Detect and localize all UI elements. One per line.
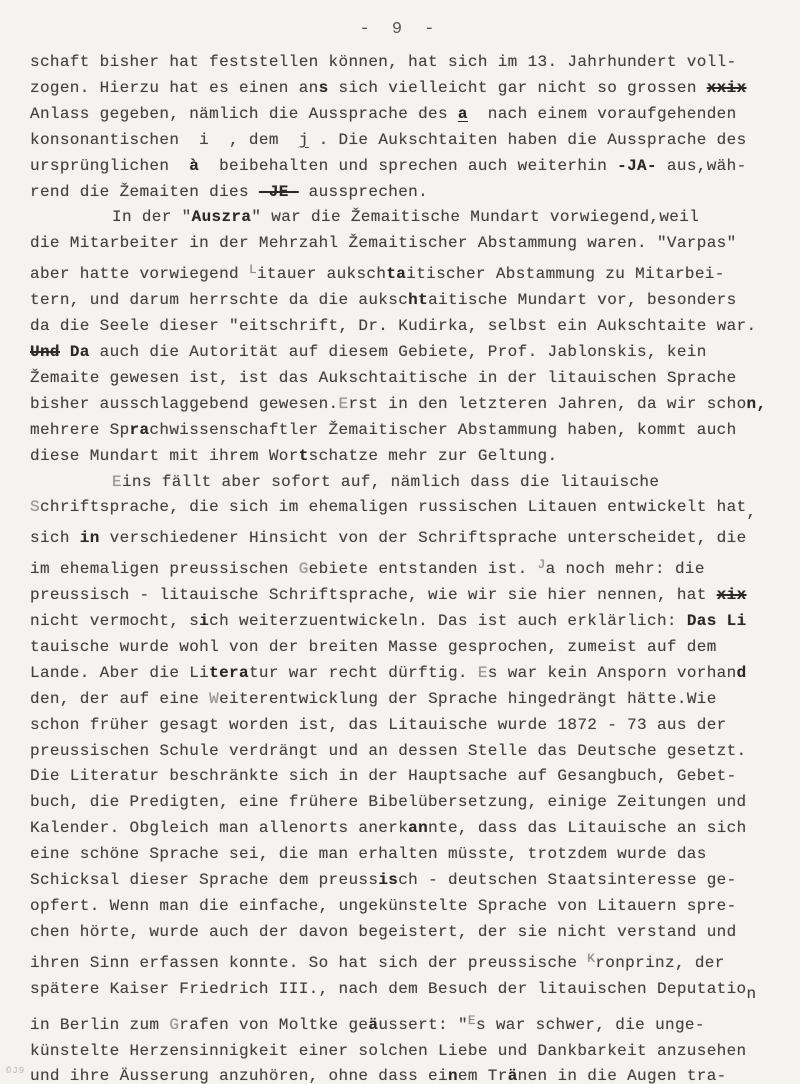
overtyped-text: ä [368, 1015, 379, 1034]
text-line: konsonantischen i , dem j . Die Aukschtaiten haben die Aussprache des [30, 130, 747, 149]
text-line: künstelte Herzensinnigkeit einer solchen Liebe und Dankbarkeit anzusehen [30, 1041, 747, 1060]
text-line: schaft bisher hat feststellen können, hat sich im 13. Jahrhundert voll- [30, 53, 737, 71]
overtyped-text: xix [716, 586, 747, 605]
text-line: Žemaite gewesen ist, ist das Aukschtaitische in der litauischen Sprache [30, 368, 737, 387]
text-line: schon früher gesagt worden ist, das Litauische wurde 1872 - 73 aus der [30, 715, 727, 734]
text-line: spätere Kaiser Friedrich III., nach dem Besuch der litauischen Deputation [30, 979, 757, 1003]
page-body [0, 46, 800, 1084]
text-line: den, der auf eine Weiterentwicklung der Sprache hingedrängt hätte.Wie [30, 689, 717, 708]
overtyped-text: is [378, 871, 399, 890]
text-line: Schriftsprache, die sich im ehemaligen russischen Litauen entwickelt hat, [30, 498, 757, 522]
overtyped-text: E [112, 472, 122, 491]
overtyped-text: i [199, 612, 210, 631]
overtyped-text: ht [408, 291, 429, 310]
text-line: im ehemaligen preussischen Gebiete entstanden ist. $^J$a noch mehr: die [30, 557, 705, 579]
overtyped-text: n [447, 1067, 458, 1084]
text-line: Lande. Aber die Literatur war recht dürftig. Es war kein Ansporn vorhand [30, 663, 747, 682]
overtyped-text: ta [386, 265, 407, 284]
overtyped-text: s [318, 78, 329, 97]
text-line: und ihre Äusserung anzuhören, ohne dass einem Tränen in die Augen tra- [30, 1067, 727, 1084]
page-number: - 9 - [359, 20, 441, 39]
overtyped-text: in [79, 529, 100, 548]
stamp-mark: ©J9 [6, 1066, 26, 1076]
text-line: In der "Auszra" war die Žemaitische Mundart vorwiegend,weil [112, 208, 700, 227]
text-line: sich in verschiedener Hinsicht von der Schriftsprache unterscheidet, die [30, 529, 747, 548]
overtyped-text: Auszra [191, 208, 252, 227]
overtyped-text: , [746, 503, 757, 522]
text-line: die Mitarbeiter in der Mehrzahl Žemaitischer Abstammung waren. "Varpas" [30, 234, 737, 253]
overtyped-text: tera [209, 663, 249, 682]
overtyped-text: G [298, 560, 309, 579]
text-line: tauische wurde wohl von der breiten Masse gesprochen, zumeist auf dem [30, 637, 717, 656]
text-line: eine schöne Sprache sei, die man erhalten müsste, trotzdem wurde das [30, 845, 707, 864]
text-line: aber hatte vorwiegend $^L$itauer aukschtaitischer Abstammung zu Mitarbei- [30, 262, 725, 284]
overtyped-text: d [736, 663, 747, 682]
overtyped-text: S [30, 498, 40, 517]
overtyped-text: n [746, 984, 757, 1003]
text-line: preussisch - litauische Schriftsprache, wie wir sie hier nennen, hat xix [30, 586, 747, 605]
overtyped-text: E [467, 1012, 476, 1028]
text-line: bisher ausschlaggebend gewesen.Erst in den letzteren Jahren, da wir schon, [30, 394, 767, 413]
overtyped-text: t [298, 446, 309, 465]
overtyped-text: -JA- [617, 156, 657, 175]
text-line: Anlass gegeben, nämlich die Aussprache des a nach einem voraufgehenden [30, 104, 737, 123]
text-line: Eins fällt aber sofort auf, nämlich dass die litauische [112, 472, 660, 491]
text-line: nicht vermocht, sich weiterzuentwickeln. Das ist auch erklärlich: Das Li [30, 612, 747, 631]
overtyped-text: Das Li [686, 612, 747, 631]
text-line: in Berlin zum Grafen von Moltke geäussert: "$^E$s war schwer, die unge- [30, 1012, 705, 1034]
text-line: Kalender. Obgleich man allenorts anerkannte, dass das Litauische an sich [30, 819, 747, 838]
overtyped-text: L [248, 262, 257, 278]
text-line: rend die Žemaiten dies -JE- aussprechen. [30, 182, 429, 201]
overtyped-text: n, [746, 394, 767, 413]
overtyped-text: G [169, 1015, 180, 1034]
text-line: mehrere Sprachwissenschaftler Žemaitischer Abstammung haben, kommt auch [30, 420, 737, 439]
overtyped-text: -JE- [258, 182, 299, 201]
text-line: preussischen Schule verdrängt und an dessen Stelle das Deutsche gesetzt. [30, 741, 747, 760]
overtyped-text: ä [507, 1067, 518, 1084]
text-line: chen hörte, wurde auch der davon begeistert, der sie nicht verstand und [30, 922, 737, 941]
text-line: ihren Sinn erfassen konnte. So hat sich der preussische $^K$ronprinz, der [30, 950, 725, 972]
overtyped-text: J [537, 557, 546, 573]
overtyped-text: ra [129, 420, 150, 439]
overtyped-text: E [338, 394, 349, 413]
overtyped-text: a [457, 104, 468, 123]
text-line: tern, und darum herrschte da die aukschtaitische Mundart vor, besonders [30, 291, 737, 310]
text-line: diese Mundart mit ihrem Wortschatze mehr zur Geltung. [30, 446, 558, 465]
text-line: da die Seele dieser "eitschrift, Dr. Kudirka, selbst ein Aukschtaite war. [30, 317, 757, 336]
overtyped-text: xxix [706, 78, 747, 97]
overtyped-text: à [189, 156, 200, 175]
text-line: Die Literatur beschränkte sich in der Hauptsache auf Gesangbuch, Gebet- [30, 767, 737, 786]
overtyped-text: Da [69, 342, 90, 361]
text-line: Und Da auch die Autorität auf diesem Gebiete, Prof. Jablonskis, kein [30, 342, 707, 361]
text-line: buch, die Predigten, eine frühere Bibelübersetzung, einige Zeitungen und [30, 793, 747, 812]
text-line: opfert. Wenn man die einfache, ungekünstelte Sprache von Litauern spre- [30, 897, 737, 915]
overtyped-text: E [477, 663, 488, 682]
overtyped-text: an [408, 819, 429, 838]
overtyped-text: W [209, 689, 220, 708]
overtyped-text: K [587, 950, 596, 966]
text-line: zogen. Hierzu hat es einen ans sich vielleicht gar nicht so grossen xxix [30, 78, 747, 97]
text-line: ursprünglichen à beibehalten und sprechen auch weiterhin -JA- aus,wäh- [30, 156, 747, 175]
overtyped-text: Und [30, 342, 60, 361]
text-line: Schicksal dieser Sprache dem preussisch - deutschen Staatsinteresse ge- [30, 871, 737, 890]
overtyped-text: j [298, 130, 309, 149]
